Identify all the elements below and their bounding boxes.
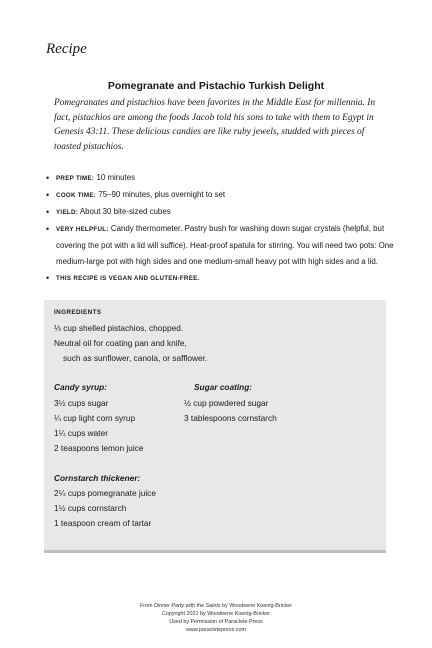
ingredient-line: 2¼ cups pomegranate juice <box>54 488 156 498</box>
sugar-coating-heading: Sugar coating: <box>194 382 253 392</box>
fact-very-helpful: • VERY HELPFUL: Candy thermometer. Pastry bush for washing down sugar crystals (helpful, but covering the pot with a lid will suffice). Heat-proof spatula for stirring. You will need two pots: One medium-large pot with high sides and one medium-small heavy pot with high sides and a lid. <box>56 221 396 270</box>
ingredients-heading: INGREDIENTS <box>54 309 102 316</box>
ingredient-line: 2 teaspoons lemon juice <box>54 443 144 453</box>
ingredient-line: 1½ cups cornstarch <box>54 503 127 513</box>
ingredient-line: 1 teaspoon cream of tartar <box>54 518 152 528</box>
candy-syrup-heading: Candy syrup: <box>54 382 108 392</box>
ingredient-line: ½ cup powdered sugar <box>184 398 269 408</box>
recipe-facts <box>42 170 396 287</box>
fact-yield: • YIELD: About 30 bite-sized cubes <box>56 204 396 221</box>
footer-permission: Used by Permission of Paraclete Press <box>169 619 263 625</box>
ingredient-line: ⅓ cup shelled pistachios, chopped. <box>54 323 184 333</box>
ingredient-line: 1¼ cups water <box>54 428 108 438</box>
ingredient-line: ¼ cup light corn syrup <box>54 413 136 423</box>
footer-copyright: Copyright 2021 by Woodeene Koenig-Bricker <box>161 611 271 617</box>
ingredient-line: Neutral oil for coating pan and knife, <box>54 338 187 348</box>
recipe-title: Pomegranate and Pistachio Turkish Delight <box>107 80 325 92</box>
footer-credits <box>0 602 432 634</box>
fact-vegan: • THIS RECIPE IS VEGAN AND GLUTEN-FREE. <box>56 270 396 287</box>
cornstarch-thickener-heading: Cornstarch thickener: <box>54 473 141 483</box>
book-title: Dinner Party with the Saints <box>154 603 221 609</box>
ingredient-line: such as sunflower, canola, or safflower. <box>63 353 208 363</box>
fact-cook-time: • COOK TIME: 75–90 minutes, plus overnight to set <box>56 187 396 204</box>
ingredient-line: 3½ cups sugar <box>54 398 109 408</box>
fact-prep-time: • PREP TIME: 10 minutes <box>56 170 396 187</box>
footer-source: From Dinner Party with the Saints by Woodeene Koenig-Bricker <box>139 603 293 609</box>
recipe-intro: Pomegranates and pistachios have been favorites in the Middle East for millennia. In fact, pistachios are among the foods Jacob told his sons to take with them to Egypt in Genesis 43:11. These delicious candies are like ruby jewels, studded with pieces of toasted pistachios. <box>54 98 376 152</box>
ingredient-line: 3 tablespoons cornstarch <box>184 413 277 423</box>
ingredients-box <box>44 300 386 553</box>
footer-url: www.paracletepress.com <box>186 627 246 633</box>
section-title: Recipe <box>46 41 87 57</box>
